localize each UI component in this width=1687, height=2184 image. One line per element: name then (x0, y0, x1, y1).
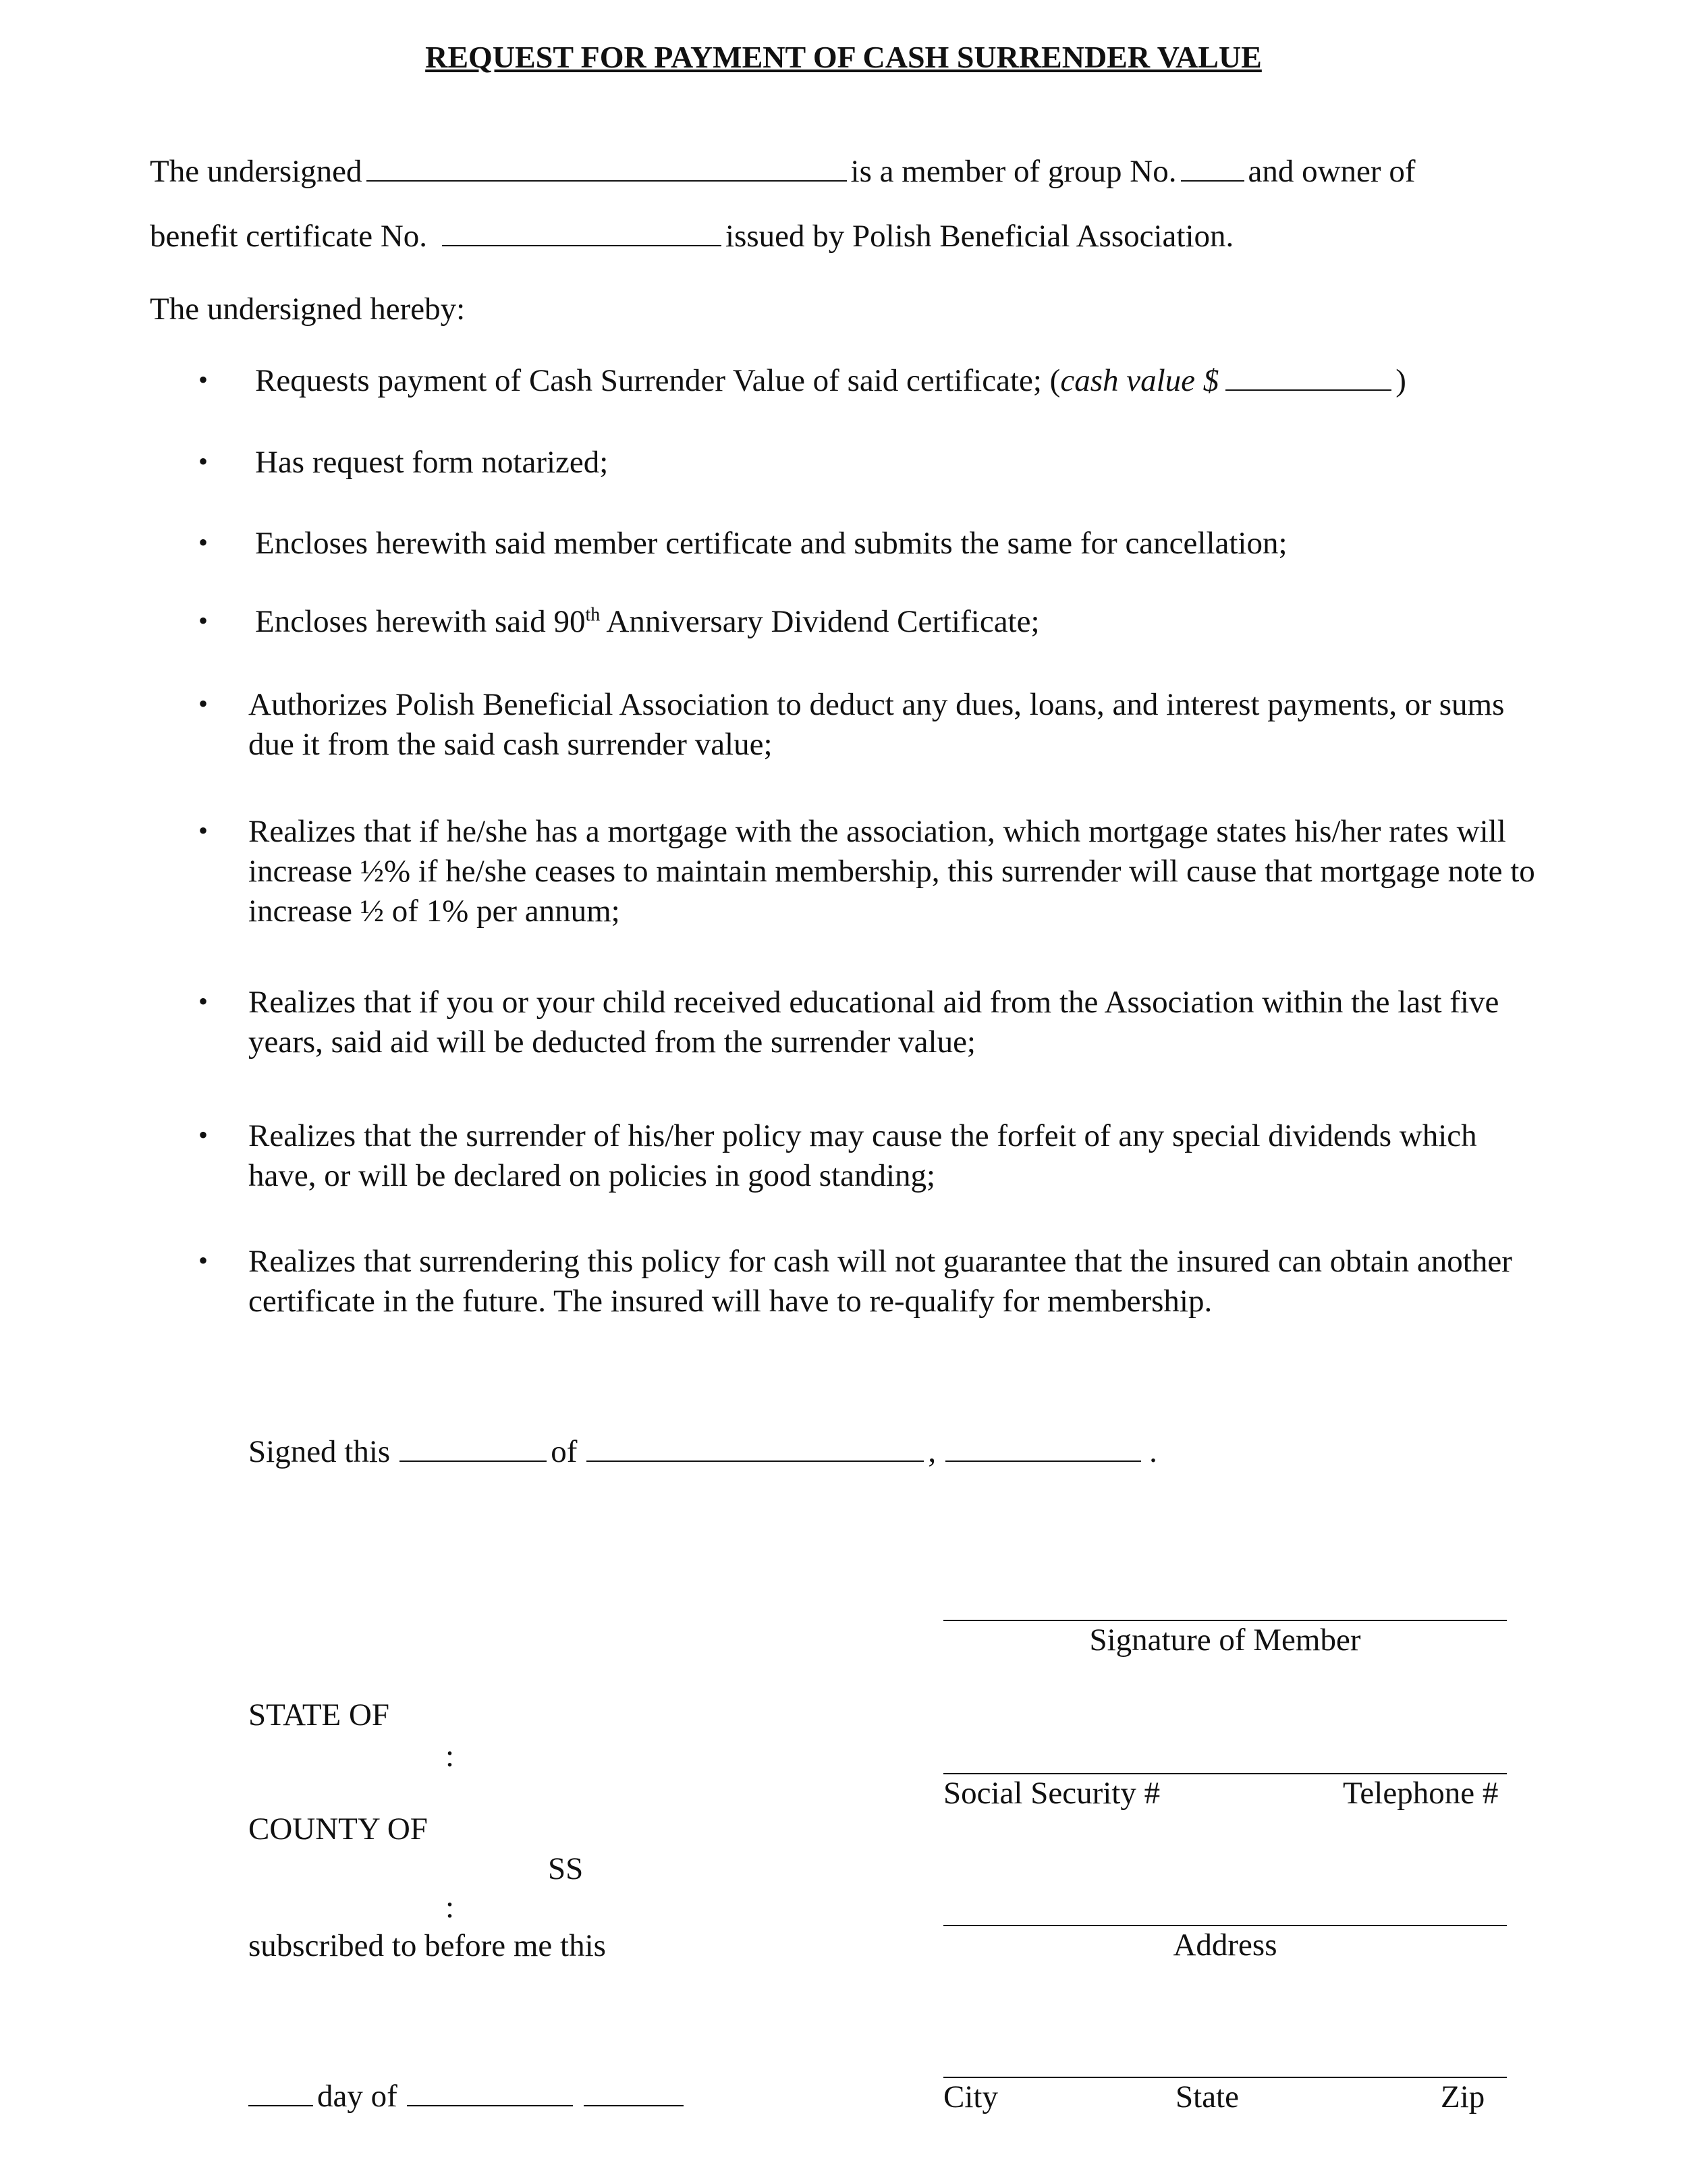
subscribed-label: subscribed to before me this (248, 1928, 606, 1963)
notary-day-line (248, 2077, 688, 2115)
bullet-item-6: Realizes that if he/she has a mortgage with the association, which mortgage states his/her rates will increase ½% if he/she ceases to maintain membership, this surrender will cause that mortgage note to increase ½ of 1% per annum; (248, 814, 1535, 929)
notary-year-field[interactable] (584, 2079, 684, 2106)
signed-period: . (1149, 1434, 1157, 1469)
bullet-marker: • (198, 688, 209, 719)
signed-month-field[interactable] (586, 1435, 924, 1462)
bullet-4-text-a: Encloses herewith said 90 (255, 604, 586, 639)
day-of-label: day of (317, 2079, 397, 2114)
signed-this-label: Signed this (248, 1434, 391, 1469)
intro-undersigned-label: The undersigned (150, 154, 362, 189)
bullet-4-superscript: th (585, 604, 601, 626)
ssn-caption: Social Security # (943, 1776, 1161, 1811)
intro-group-label: is a member of group No. (850, 154, 1177, 189)
bullet-item-5: Authorizes Polish Beneficial Association to deduct any dues, loans, and interest payments, or sums due it from the said cash surrender value; (248, 687, 1505, 762)
bullet-item-2: Has request form notarized; (255, 445, 609, 480)
signature-caption: Signature of Member (1089, 1622, 1361, 1658)
bullet-1-italic: cash value $ (1060, 363, 1219, 398)
bullet-item-9: Realizes that surrendering this policy for cash will not guarantee that the insured can obtain another certificate in the future. The insured will have to re-qualify for membership. (248, 1244, 1512, 1319)
cash-value-field[interactable] (1225, 364, 1391, 391)
bullet-marker: • (198, 605, 209, 636)
group-number-field[interactable] (1181, 155, 1244, 182)
member-name-field[interactable] (366, 155, 847, 182)
hereby-label: The undersigned hereby: (150, 292, 466, 327)
notary-month-field[interactable] (407, 2079, 573, 2106)
bullet-1-text: Requests payment of Cash Surrender Value of said certificate; ( (255, 363, 1061, 398)
bullet-marker: • (198, 364, 209, 395)
signed-of-label: of (551, 1434, 578, 1469)
zip-caption: Zip (1441, 2079, 1485, 2114)
bullet-marker: • (198, 446, 209, 476)
signed-line (248, 1433, 1157, 1471)
bullet-marker: • (198, 1120, 209, 1150)
signed-year-field[interactable] (945, 1435, 1141, 1462)
signed-comma: , (928, 1434, 937, 1469)
notary-day-field[interactable] (248, 2079, 313, 2106)
bullet-item-3: Encloses herewith said member certificate and submits the same for cancellation; (255, 526, 1288, 561)
signed-day-field[interactable] (399, 1435, 547, 1462)
bullet-item-8: Realizes that the surrender of his/her policy may cause the forfeit of any special dividends which have, or will be declared on policies in good standing; (248, 1118, 1477, 1193)
bullet-marker: • (198, 815, 209, 846)
certificate-number-field[interactable] (442, 219, 721, 246)
bullet-4-text-b: Anniversary Dividend Certificate; (600, 604, 1040, 639)
bullet-item-4 (255, 602, 1544, 642)
bullet-marker: • (198, 527, 209, 557)
city-caption: City (943, 2079, 998, 2114)
bullet-item-7: Realizes that if you or your child received educational aid from the Association within the last five years, said aid will be deducted from the surrender value; (248, 985, 1499, 1060)
bullet-item-1 (255, 361, 1544, 401)
phone-caption: Telephone # (1343, 1776, 1499, 1811)
state-of-label: STATE OF (248, 1697, 390, 1732)
county-of-label: COUNTY OF (248, 1811, 428, 1847)
document-title: REQUEST FOR PAYMENT OF CASH SURRENDER VALUE (425, 40, 1262, 74)
notary-colon-2: : (445, 1890, 455, 1925)
notary-colon-1: : (445, 1739, 455, 1774)
address-caption: Address (1173, 1928, 1277, 1963)
issued-by-label: issued by Polish Beneficial Association. (725, 219, 1234, 254)
intro-owner-label: and owner of (1248, 154, 1416, 189)
certificate-label: benefit certificate No. (150, 219, 428, 254)
bullet-marker: • (198, 986, 209, 1016)
bullet-1-close: ) (1395, 363, 1406, 398)
intro-line-1 (150, 153, 1415, 190)
state-caption: State (1176, 2079, 1239, 2114)
ss-label: SS (548, 1851, 584, 1886)
intro-line-2 (150, 217, 1234, 255)
bullet-marker: • (198, 1245, 209, 1276)
